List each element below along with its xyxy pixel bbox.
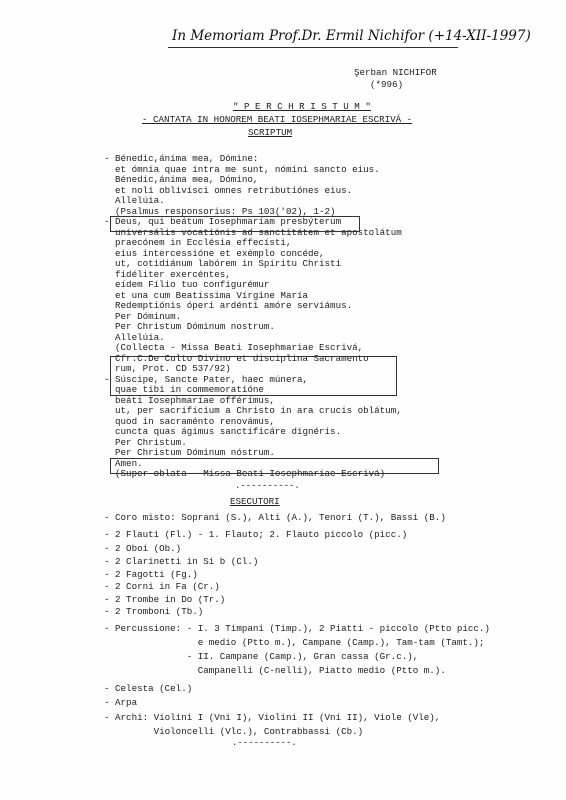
- text-line: Cfr.C.De Culto Divino et disciplina Sacramento: [104, 352, 369, 364]
- performer-line: - 2 Clarinetti in Si b (Cl.): [104, 556, 259, 567]
- section-title: SCRIPTUM: [248, 127, 293, 138]
- text-line: cuncta quas ágimus sanctificáre dignéris.: [104, 426, 342, 437]
- text-line: ut, cotidiánum labórem in Spíritu Christi: [104, 258, 342, 269]
- text-line: Redemptiónis óperi ardénti amóre serviámus.: [104, 300, 353, 311]
- text-line: (Collecta - Missa Beati Iosephmariae Escrivá,: [104, 342, 364, 353]
- performer-line: Campanelli (C-nelli), Piatto medio (Ptto m.).: [104, 665, 446, 676]
- text-line: praecónem in Ecclésia effecísti,: [104, 237, 292, 248]
- performer-line: - Arpa: [104, 697, 138, 708]
- text-line: (Super oblata - Missa Beati Iosephmariae Escrivá): [104, 468, 386, 479]
- text-line: rum, Prot. CD 537/92): [104, 363, 231, 374]
- performer-line: - 2 Tromboni (Tb.): [104, 606, 204, 617]
- text-line: Amen.: [104, 457, 143, 469]
- text-line: et noli oblivísci omnes retributiónes eius.: [104, 184, 353, 196]
- text-line: eídem Fílio tuo configurémur: [104, 279, 270, 290]
- year: (*996): [370, 79, 404, 90]
- performer-line: - II. Campane (Camp.), Gran cassa (Gr.c.),: [104, 651, 419, 662]
- text-line: - Súscipe, Sancte Pater, haec múnera,: [104, 373, 308, 385]
- separator: .----------.: [235, 481, 300, 491]
- performer-line: - 2 Fagotti (Fg.): [104, 569, 198, 580]
- performer-line: - Percussione: - I. 3 Timpani (Timp.), 2 Piatti - piccolo (Ptto picc.): [104, 623, 490, 634]
- dedication: In Memoriam Prof.Dr. Ermil Nichifor (+14-XII-1997): [172, 28, 531, 44]
- performer-line: - 2 Oboi (Ob.): [104, 543, 182, 554]
- text-line: quod in sacraménto renovámus,: [104, 415, 275, 427]
- performers-title: ESECUTORI: [230, 496, 280, 507]
- text-line: Per Christum.: [104, 436, 187, 448]
- text-line: Per Christum Dóminum nostrum.: [104, 321, 275, 332]
- source-box-1: [110, 216, 360, 232]
- performer-line: - 2 Trombe in Do (Tr.): [104, 594, 226, 605]
- text-line: beáti Iosephmaríae offérimus,: [104, 394, 275, 406]
- text-line: (Psalmus responsorius: Ps 103('02), 1-2): [104, 205, 336, 217]
- text-line: eius intercessióne et exémplo concéde,: [104, 247, 325, 259]
- text-line: Per Dóminum.: [104, 310, 182, 322]
- text-line: ut, per sacrifícium a Christo in ara crucis oblátum,: [104, 405, 402, 416]
- performer-line: - Archi: Violini I (Vni I), Violini II (Vni II), Viole (Vle),: [104, 712, 441, 723]
- text-line: quae tibi in commemoratióne: [104, 384, 264, 395]
- text-line: Bénedic,ánima mea, Dómino,: [104, 174, 259, 185]
- text-line: - Bénedic,ánima mea, Dómine:: [104, 153, 259, 164]
- work-subtitle: - CANTATA IN HONOREM BEATI IOSEPHMARIAE ESCRIVÁ -: [142, 114, 413, 125]
- source-box-2: [110, 356, 397, 396]
- text-line: et una cum Beatíssima Vírgine María: [104, 289, 308, 301]
- dedication-underline: [168, 47, 458, 48]
- author: Şerban NICHIFOR: [354, 67, 437, 78]
- end-separator: .----------.: [232, 738, 297, 748]
- performer-line: - Celesta (Cel.): [104, 683, 193, 694]
- performer-line: - 2 Flauti (Fl.) - 1. Flauto; 2. Flauto piccolo (picc.): [104, 529, 408, 540]
- performer-line: Violoncelli (Vlc.), Contrabbassi (Cb.): [104, 726, 364, 737]
- performer-line: - 2 Corni in Fa (Cr.): [104, 581, 220, 592]
- text-line: et ómnia quae intra me sunt, nómini sancto eius.: [104, 163, 380, 175]
- text-line: fidéliter exercéntes,: [104, 268, 231, 280]
- text-line: Allelúia.: [104, 331, 165, 343]
- text-line: - Deus, qui beátum Iosephmaríam presbýterum: [104, 216, 342, 227]
- text-line: universális vocatiónis ad sanctitátem et apostolátum: [104, 226, 402, 238]
- text-line: Allelúia.: [104, 195, 165, 206]
- performer-line: e medio (Ptto m.), Campane (Camp.), Tam-tam (Tamt.);: [104, 637, 485, 648]
- work-title: " P E R C H R I S T U M ": [233, 101, 371, 112]
- source-box-3: [110, 458, 439, 474]
- text-line: Per Christum Dóminum nóstrum.: [104, 447, 275, 458]
- performer-line: - Coro misto: Soprani (S.), Alti (A.), Tenori (T.), Bassi (B.): [104, 512, 446, 523]
